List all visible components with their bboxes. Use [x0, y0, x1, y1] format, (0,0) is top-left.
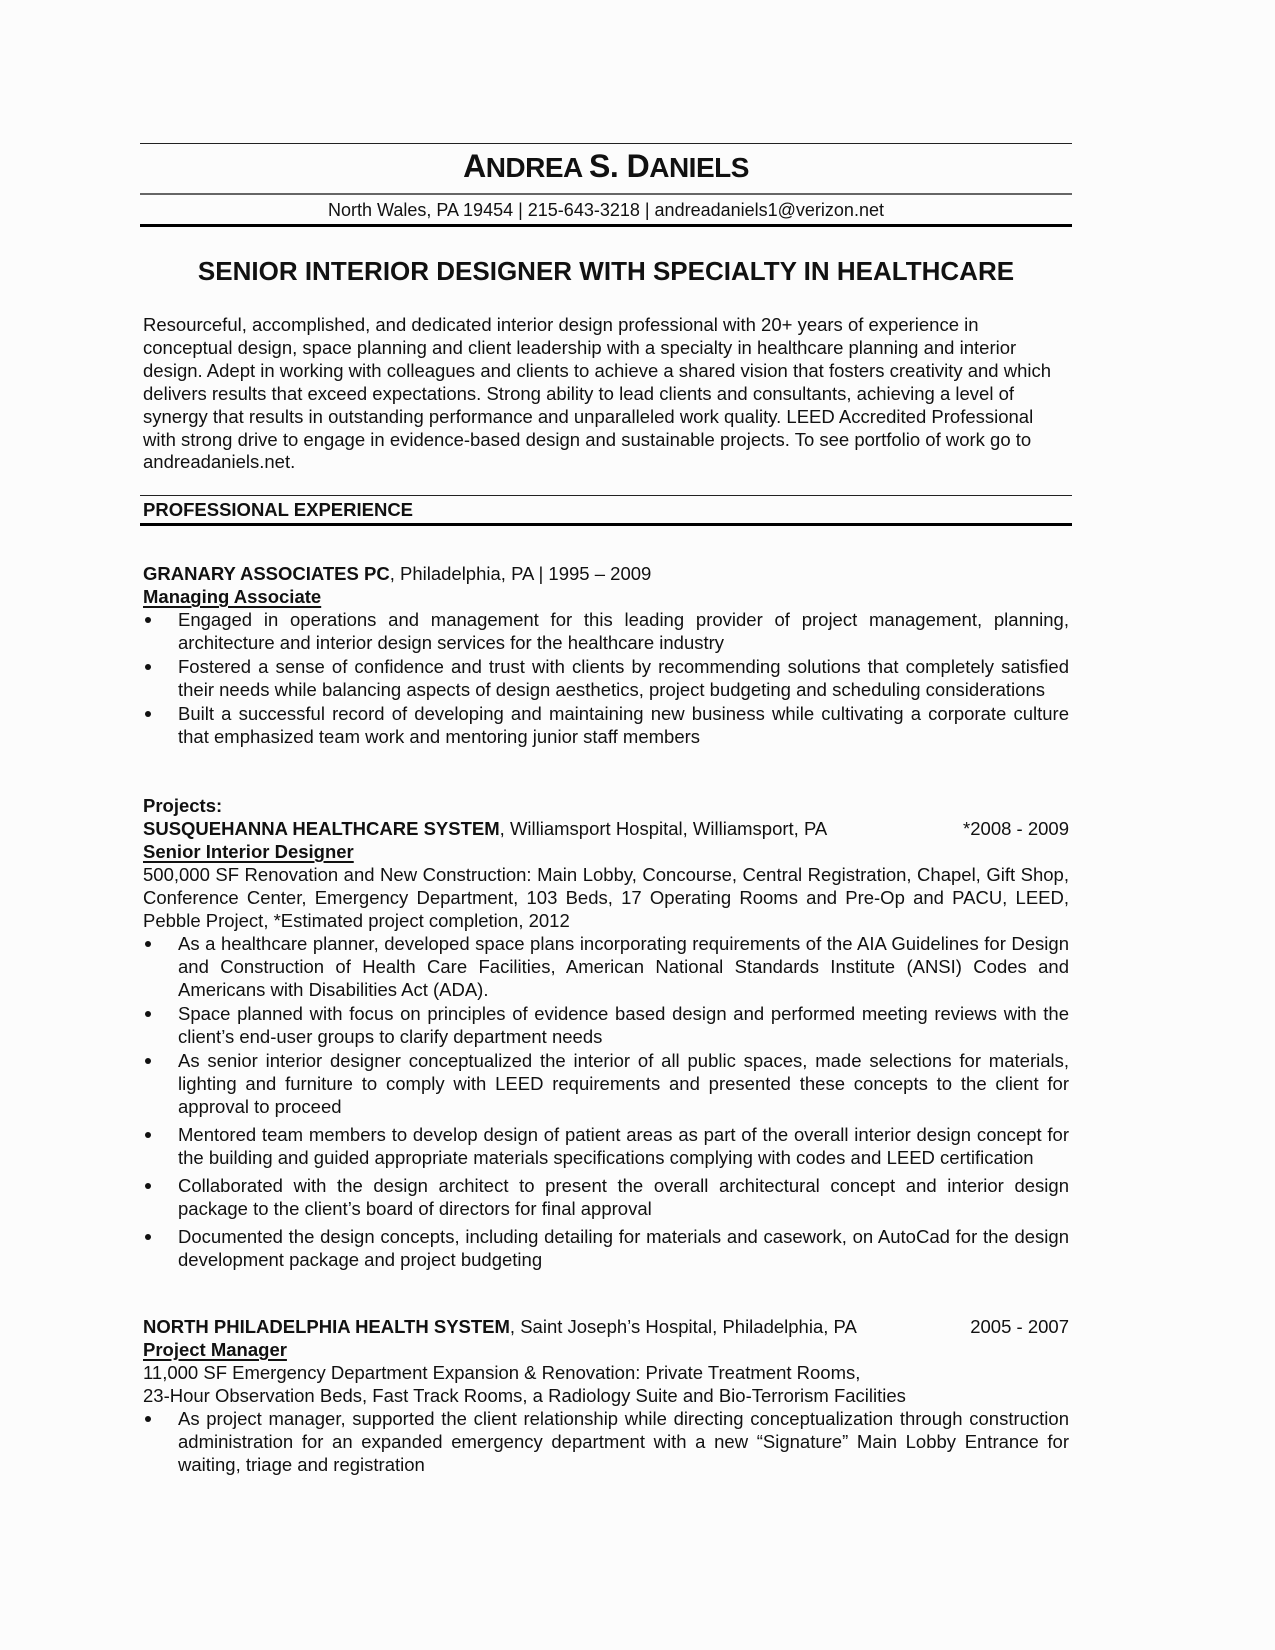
bullet-icon: [145, 941, 151, 947]
list-item: As project manager, supported the client relationship while directing conceptualization through construction administration for an expanded emergency department with a new “Signature” Main Lobby Entrance for waiting, triage and registration: [143, 1407, 1069, 1476]
project-dates: *2008 - 2009: [963, 818, 1069, 839]
professional-headline: SENIOR INTERIOR DESIGNER WITH SPECIALTY IN HEALTHCARE: [197, 256, 1015, 286]
project-location: , Williamsport Hospital, Williamsport, PA: [499, 818, 828, 839]
project-scope: 500,000 SF Renovation and New Construction: Main Lobby, Concourse, Central Registration, Chapel, Gift Shop, Conference Center, Emergency Department, 103 Beds, 17 Operating Rooms and Pre-Op and PACU, LEED, Pebble Project, *Estimated project completion, 2012: [143, 864, 1069, 931]
project-dates: 2005 - 2007: [970, 1316, 1069, 1337]
list-item: As a healthcare planner, developed space plans incorporating requirements of the AIA Guidelines for Design and Construction of Health Care Facilities, American National Standards Institute (ANSI) Codes and Americans with Disabilities Act (ADA).: [143, 932, 1069, 1001]
job-bullets: [143, 608, 1069, 748]
bullet-icon: [145, 1234, 151, 1240]
list-item: Fostered a sense of confidence and trust with clients by recommending solutions that completely satisfied their needs while balancing aspects of design aesthetics, project budgeting and scheduling considerations: [143, 655, 1069, 701]
job-heading: [143, 562, 1069, 585]
bullet-icon: [145, 711, 151, 717]
list-item: Collaborated with the design architect to present the overall architectural concept and interior design package to the client’s board of directors for final approval: [143, 1174, 1069, 1220]
summary-paragraph: Resourceful, accomplished, and dedicated interior design professional with 20+ years of experience in conceptual design, space planning and client leadership with a specialty in healthcare planning and interior design. Adept in working with colleagues and clients to achieve a shared vision that fosters creativity and which delivers results that exceed expectations. Strong ability to lead clients and consultants, achieving a level of synergy that results in outstanding performance and unparalleled work quality. LEED Accredited Professional with strong drive to engage in evidence-based design and sustainable projects. To see portfolio of work go to andreadaniels.net.: [143, 314, 1052, 473]
list-item: Engaged in operations and management for this leading provider of project management, planning, architecture and interior design services for the healthcare industry: [143, 608, 1069, 654]
list-item: Space planned with focus on principles of evidence based design and performed meeting reviews with the client’s end-user groups to clarify department needs: [143, 1002, 1069, 1048]
job-title: Managing Associate: [143, 586, 322, 607]
bullet-icon: [145, 1183, 151, 1189]
project-heading: [143, 817, 1069, 840]
project-role: Project Manager: [143, 1339, 287, 1360]
header-top-rule: [140, 143, 1072, 144]
header-middle-rule: [140, 193, 1072, 195]
project-scope-line: 23-Hour Observation Beds, Fast Track Rooms, a Radiology Suite and Bio-Terrorism Facilities: [143, 1385, 906, 1406]
header-bottom-rule: [140, 224, 1072, 227]
list-item: Built a successful record of developing and maintaining new business while cultivating a corporate culture that emphasized team work and mentoring junior staff members: [143, 702, 1069, 748]
bullet-icon: [145, 617, 151, 623]
company-location-dates: , Philadelphia, PA | 1995 – 2009: [389, 563, 652, 584]
list-item: As senior interior designer conceptualized the interior of all public spaces, made selections for materials, lighting and furniture to comply with LEED requirements and presented these concepts to the client for approval to proceed: [143, 1049, 1069, 1118]
project-client: NORTH PHILADELPHIA HEALTH SYSTEM: [143, 1316, 510, 1337]
bullet-icon: [145, 664, 151, 670]
job-granary: [143, 562, 1069, 748]
project-north-philadelphia: [143, 1315, 1069, 1476]
section-heading-experience: PROFESSIONAL EXPERIENCE: [143, 499, 414, 520]
project-bullets: [143, 932, 1069, 1271]
list-item: Mentored team members to develop design of patient areas as part of the overall interior design concept for the building and guided appropriate materials specifications complying with codes and LEED certification: [143, 1123, 1069, 1169]
bullet-icon: [145, 1132, 151, 1138]
projects-label: Projects:: [143, 795, 223, 816]
company-name: GRANARY ASSOCIATES PC: [143, 563, 390, 584]
project-bullets: [143, 1407, 1069, 1476]
bullet-icon: [145, 1011, 151, 1017]
bullet-icon: [145, 1416, 151, 1422]
project-heading: [143, 1315, 1069, 1338]
section-top-rule: [140, 495, 1072, 496]
project-role: Senior Interior Designer: [143, 841, 354, 862]
project-client: SUSQUEHANNA HEALTHCARE SYSTEM: [143, 818, 500, 839]
section-bottom-rule: [140, 523, 1072, 526]
bullet-icon: [145, 1058, 151, 1064]
contact-line: North Wales, PA 19454 | 215-643-3218 | andreadaniels1@verizon.net: [328, 200, 884, 220]
project-scope-line: 11,000 SF Emergency Department Expansion & Renovation: Private Treatment Rooms,: [143, 1362, 861, 1383]
projects-block: [143, 794, 1069, 1271]
candidate-name: ANDREA S. DANIELS: [463, 148, 749, 184]
project-location: , Saint Joseph’s Hospital, Philadelphia, PA: [509, 1316, 857, 1337]
list-item: Documented the design concepts, including detailing for materials and casework, on AutoCad for the design development package and project budgeting: [143, 1225, 1069, 1271]
